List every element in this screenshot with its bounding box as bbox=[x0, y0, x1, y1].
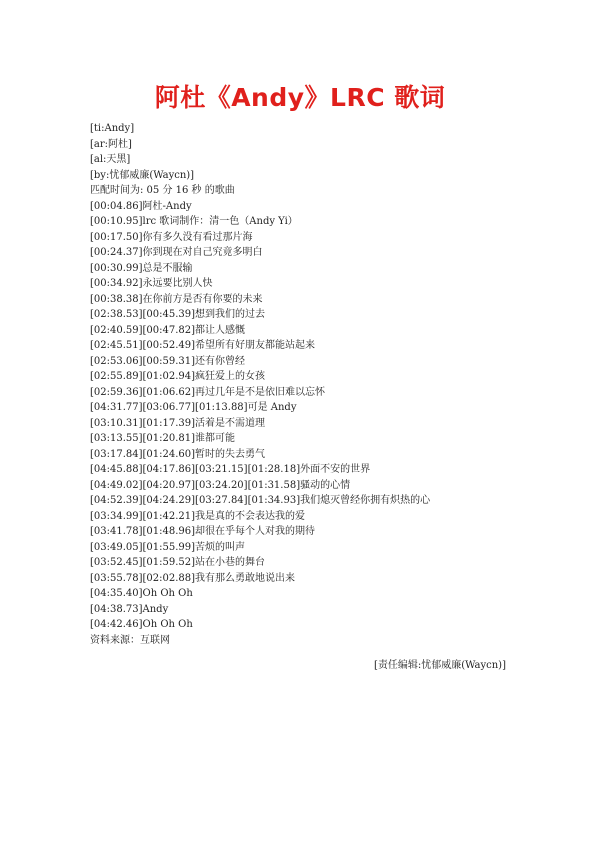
lyric-line: [03:49.05][01:55.99]苦烦的叫声 bbox=[90, 541, 246, 553]
lyric-line: [02:59.36][01:06.62]再过几年是不是依旧难以忘怀 bbox=[90, 386, 326, 398]
lyric-line: [00:38.38]在你前方是否有你要的未来 bbox=[90, 293, 263, 305]
lyric-line: [al:天黑] bbox=[90, 154, 131, 165]
lyric-line: [03:55.78][02:02.88]我有那么勇敢地说出来 bbox=[90, 572, 296, 584]
lyric-line: [00:04.86]阿杜-Andy bbox=[90, 200, 192, 212]
lyric-line: [03:13.55][01:20.81]谁都可能 bbox=[90, 433, 236, 444]
editor-credit: [责任编辑:忧郁威廉(Waycn)] bbox=[373, 660, 506, 671]
lyric-line: [03:52.45][01:59.52]站在小巷的舞台 bbox=[90, 557, 266, 568]
lyric-line: [ar:阿杜] bbox=[90, 138, 132, 150]
lyric-line: [04:31.77][03:06.77][01:13.88]可是 Andy bbox=[90, 402, 297, 413]
lyric-line: [03:10.31][01:17.39]活着是不需道理 bbox=[90, 417, 266, 429]
lyric-line: [04:52.39][04:24.29][03:27.84][01:34.93]我们熄灭曾经你拥有炽热的心 bbox=[90, 495, 431, 506]
lyric-line: 匹配时间为: 05 分 16 秒 的歌曲 bbox=[90, 185, 235, 196]
lyric-line: [00:30.99]总是不服输 bbox=[90, 262, 193, 274]
lyric-line: [04:49.02][04:20.97][03:24.20][01:31.58]骚动的心情 bbox=[90, 479, 351, 491]
lyric-line: [00:10.95]lrc 歌词制作：清一色（Andy Yi） bbox=[90, 216, 298, 227]
lyric-line: [00:34.92]永远要比别人快 bbox=[90, 278, 213, 289]
lyric-line: [02:40.59][00:47.82]都让人感慨 bbox=[90, 324, 246, 336]
lyric-line: [02:55.89][01:02.94]疯狂爱上的女孩 bbox=[90, 371, 266, 382]
lyrics-block bbox=[90, 121, 530, 648]
lyric-line: [02:53.06][00:59.31]还有你曾经 bbox=[90, 355, 246, 367]
lyric-line: [04:35.40]Oh Oh Oh bbox=[90, 588, 193, 599]
lyric-line: [00:17.50]你有多久没有看过那片海 bbox=[90, 231, 253, 243]
lyric-line: [02:45.51][00:52.49]希望所有好朋友都能站起来 bbox=[90, 340, 316, 351]
lyric-line: [04:45.88][04:17.86][03:21.15][01:28.18]外面不安的世界 bbox=[90, 464, 371, 475]
lyric-line: [03:41.78][01:48.96]却很在乎每个人对我的期待 bbox=[90, 526, 316, 537]
lyric-line: [04:42.46]Oh Oh Oh bbox=[90, 619, 193, 630]
lyric-line: [00:24.37]你到现在对自己究竟多明白 bbox=[90, 247, 263, 258]
page-title: 阿杜《Andy》LRC 歌词 bbox=[154, 83, 446, 112]
lyric-line: [04:38.73]Andy bbox=[90, 603, 169, 615]
lyric-line: 资料来源：互联网 bbox=[90, 634, 170, 646]
lyric-line: [02:38.53][00:45.39]想到我们的过去 bbox=[90, 309, 266, 320]
lyric-line: [03:17.84][01:24.60]暂时的失去勇气 bbox=[90, 448, 266, 460]
lyric-line: [ti:Andy] bbox=[90, 123, 135, 134]
lyric-line: [03:34.99][01:42.21]我是真的不会表达我的爱 bbox=[90, 510, 306, 522]
lyric-line: [by:忧郁威廉(Waycn)] bbox=[90, 169, 195, 181]
